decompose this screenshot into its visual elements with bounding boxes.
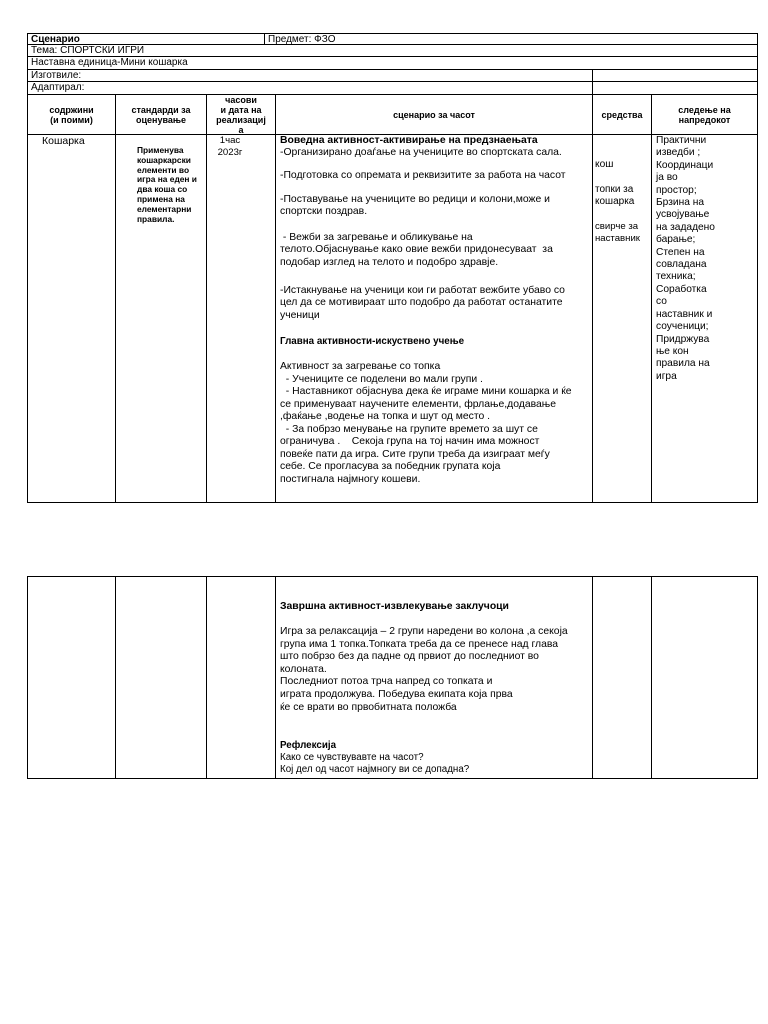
resource-whistle: свирче за наставник xyxy=(595,221,641,244)
progress-tracking-cell: Практични изведби ; Координаци ја во простор; Брзина на усвојување на зададено барање; Степен на совладана техника; Соработка со наставник и соученици; Придржува ње кон правила на игра xyxy=(656,135,715,382)
main-activity-title: Главна активности-искуствено учење xyxy=(280,336,465,347)
intro-step-1: -Организирано доаѓање на учениците во спортската сала. xyxy=(280,147,562,158)
prepared-by-label: Изготвиле: xyxy=(31,70,82,81)
topic-label: Тема: СПОРТСКИ ИГРИ xyxy=(31,45,145,56)
column-header-scenario: сценарио за часот xyxy=(393,110,475,120)
content-cell-basketball: Кошарка xyxy=(42,135,85,147)
scenario-label: Сценарио xyxy=(31,34,80,45)
adapted-by-label: Адаптирал: xyxy=(31,82,85,93)
unit-label: Наставна единица-Мини кошарка xyxy=(31,57,188,68)
column-header-hours: часови и дата на реализациј а xyxy=(216,95,266,135)
reflection-title: Рефлексија xyxy=(280,740,337,751)
final-activity-text: Игра за релаксација – 2 групи наредени во колона ,а секоја група има 1 топка.Топката треба да се пренесе над глава што побрзо без да падне од првиот до последниот во колоната. Последниот потоа трча напред со топката и играта продолжува. Победува екипата која прва ќе се врати во првобитната положба xyxy=(280,626,568,713)
resource-balls: топки за кошарка xyxy=(595,184,635,208)
intro-step-4: - Вежби за загревање и обликување на телото.Објаснување како овие вежби придонесуваат за подобар изглед на телото и подобро здравје. xyxy=(280,232,553,268)
column-header-standards: стандарди за оценување xyxy=(131,105,191,125)
column-header-tracking: следење на напредокот xyxy=(678,105,731,125)
column-header-resources: средства xyxy=(601,110,643,120)
main-activity-text: Активност за загревање со топка - Учениците се поделени во мали групи . - Наставникот објаснува дека ќе играме мини кошарка и ќе се применуваат научените елементи, фрлање,додавање ,фаќање ,водење на топка и шут од место . - За побрзо менување на групите времето за шут се ограничува . Секоја група на тој начин има можност повеќе пати да игра. Сите групи треба да изиграат меѓу себе. Се прогласува за победник групата која постигнала најмногу кошеви. xyxy=(280,361,572,485)
standards-cell: Применува кошаркарски елементи во игра на еден и два коша со примена на елементарни правила. xyxy=(137,145,197,224)
subject-label: Предмет: ФЗО xyxy=(268,34,336,45)
resource-basket: кош xyxy=(595,159,614,170)
intro-step-5: -Истакнување на ученици кои ги работат вежбите убаво со цел да се мотивираат што подобро да работат останатите ученици xyxy=(280,285,565,321)
column-header-content: содржини (и поими) xyxy=(49,105,94,125)
reflection-questions: Како се чувствувавте на часот? Кој дел од часот најмногу ви се допадна? xyxy=(280,752,470,775)
intro-step-2: -Подготовка со опремата и реквизитите за работа на часот xyxy=(280,170,566,181)
final-activity-title: Завршна активност-извлекување заклучоци xyxy=(280,601,509,612)
intro-step-3: -Поставување на учениците во редици и колони,може и спортски поздрав. xyxy=(280,194,550,218)
intro-activity-title: Воведна активност-активирање на предзнаењата xyxy=(280,135,538,146)
hours-date-cell: 1час 2023г xyxy=(217,135,243,158)
